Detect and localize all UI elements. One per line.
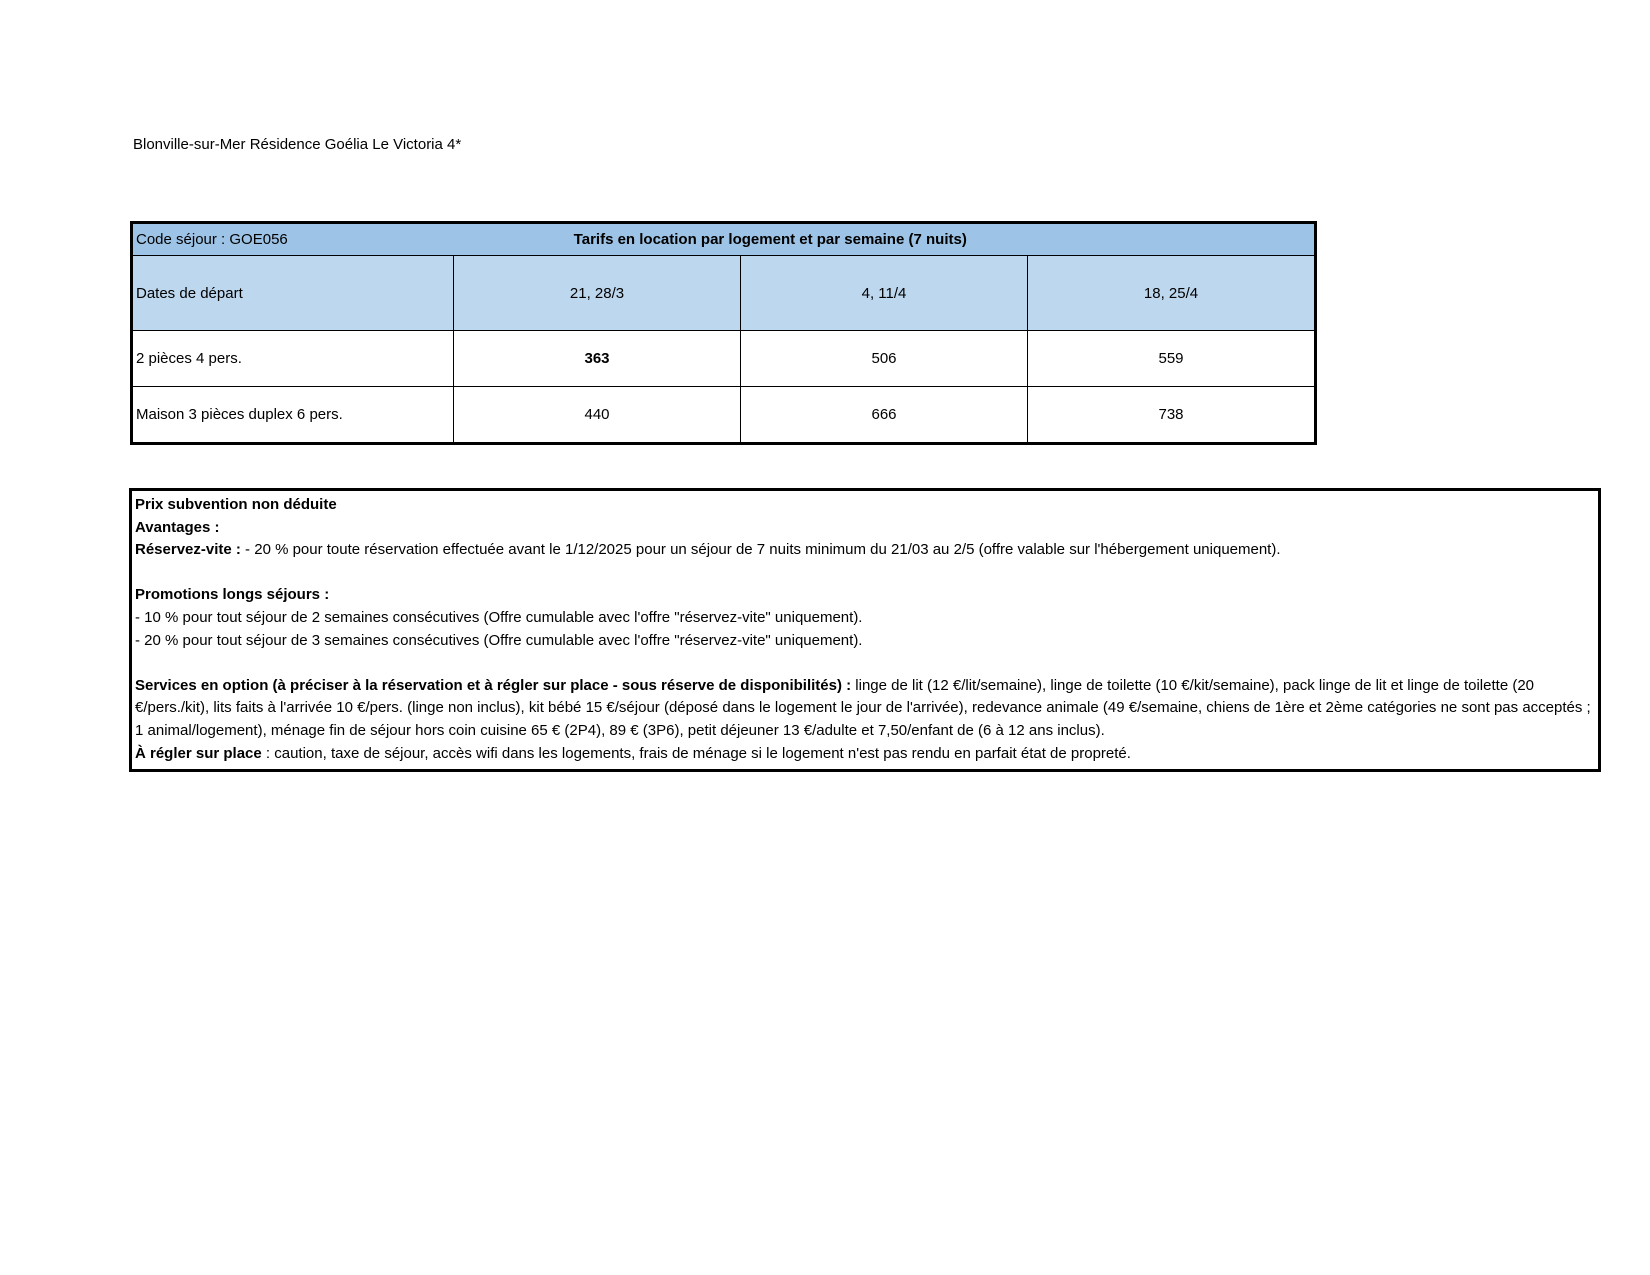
services-paragraph (135, 675, 1595, 743)
row-label: Maison 3 pièces duplex 6 pers. (132, 387, 454, 444)
reservez-vite-paragraph (135, 539, 1595, 562)
table-row (132, 331, 1316, 387)
reservez-vite-label: Réservez-vite : (135, 541, 241, 559)
reservez-vite-text: - 20 % pour toute réservation effectuée avant le 1/12/2025 pour un séjour de 7 nuits minimum du 21/03 au 2/5 (offre valable sur l'hébergement uniquement). (240, 541, 1281, 559)
tarif-header-cell: Tarifs en location par logement et par semaine (7 nuits) (454, 223, 1316, 256)
spacer (135, 562, 1595, 585)
services-label: Services en option (à préciser à la réservation et à régler sur place - sous réserve de disponibilités) : (135, 676, 852, 694)
promotion-item: - 20 % pour tout séjour de 3 semaines consécutives (Offre cumulable avec l'offre "réservez-vite" uniquement). (135, 631, 863, 649)
date-column-header: 18, 25/4 (1028, 256, 1316, 331)
page-title: Blonville-sur-Mer Résidence Goélia Le Victoria 4* (133, 136, 462, 153)
price-cell: 738 (1028, 387, 1316, 444)
services-text: linge de lit (12 €/lit/semaine), linge de toilette (10 €/kit/semaine), pack linge de lit et linge de toilette (20 €/pers./kit), lits faits à l'arrivée 10 €/pers. (linge non inclus), kit bébé 15 €/séjour (déposé dans le logement le jour de l'arrivée), redevance animale (49 €/semaine, chiens de 1ère et 2ème catégories ne sont pas acceptés ; 1 animal/logement), ménage fin de séjour hors coin cuisine 65 € (2P4), 89 € (3P6), petit déjeuner 13 €/adulte et 7,50/enfant de (6 à 12 ans inclus). (135, 676, 1591, 739)
dates-row (132, 256, 1316, 331)
stay-code-cell: Code séjour : GOE056 (132, 223, 454, 256)
table-row (132, 387, 1316, 444)
notes-box (129, 488, 1601, 772)
rate-table (130, 221, 1317, 445)
dates-label-cell: Dates de départ (132, 256, 454, 331)
promotion-item: - 10 % pour tout séjour de 2 semaines consécutives (Offre cumulable avec l'offre "réservez-vite" uniquement). (135, 608, 863, 626)
row-label: 2 pièces 4 pers. (132, 331, 454, 387)
date-column-header: 4, 11/4 (741, 256, 1028, 331)
price-cell: 440 (454, 387, 741, 444)
price-cell: 506 (741, 331, 1028, 387)
table-header-row (132, 223, 1316, 256)
regler-paragraph (135, 743, 1595, 766)
avantages-heading: Avantages : (135, 518, 220, 536)
price-cell: 363 (454, 331, 741, 387)
subvention-note: Prix subvention non déduite (135, 496, 337, 513)
price-cell: 666 (741, 387, 1028, 444)
regler-text: : caution, taxe de séjour, accès wifi dans les logements, frais de ménage si le logement n'est pas rendu en parfait état de propreté. (261, 744, 1131, 762)
price-cell: 559 (1028, 331, 1316, 387)
date-column-header: 21, 28/3 (454, 256, 741, 331)
regler-label: À régler sur place (135, 744, 262, 762)
spacer (135, 652, 1595, 675)
promotions-heading: Promotions longs séjours : (135, 586, 330, 604)
